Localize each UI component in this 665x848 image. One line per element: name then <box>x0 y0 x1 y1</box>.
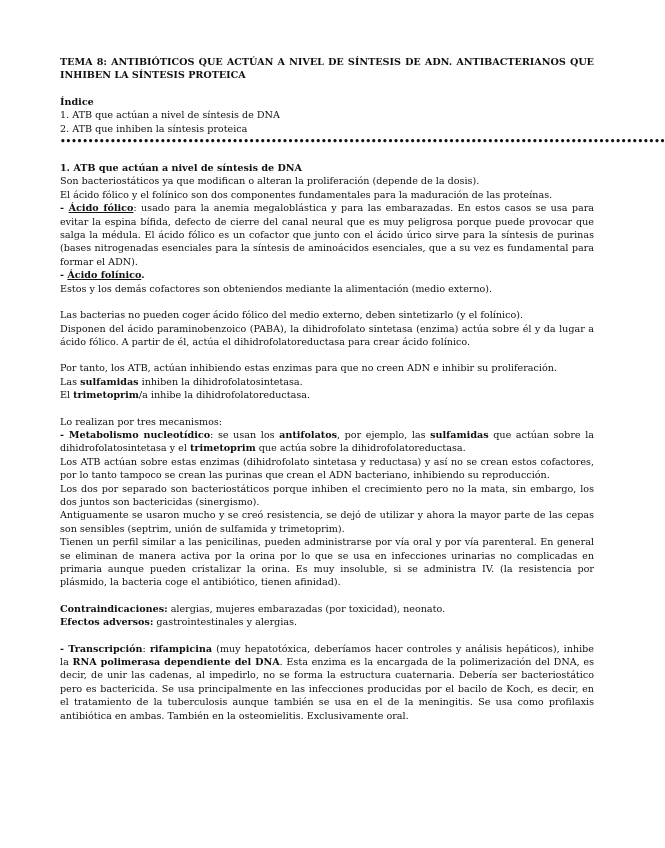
dotted-divider: ••••••••••••••••••••••••••••••••••••••••••••••••••••••••••••••••••••••••••••••••••••••••••••••••••••••••••••• <box>60 137 665 148</box>
paragraph: Antiguamente se usaron mucho y se creó resistencia, se dejó de utilizar y ahora la mayor parte de las cepas son sensibles (septrim, unión de sulfamida y trimetoprim). <box>60 510 594 535</box>
index-item-2: 2. ATB que inhiben la síntesis proteica <box>60 123 248 135</box>
contraindicaciones-line: Contraindicaciones: alergias, mujeres embarazadas (por toxicidad), neonato. <box>60 603 446 615</box>
paragraph: Por tanto, los ATB, actúan inhibiendo estas enzimas para que no creen ADN e inhibir su proliferación. <box>60 363 557 375</box>
document-title: TEMA 8: ANTIBIÓTICOS QUE ACTÚAN A NIVEL DE SÍNTESIS DE ADN. ANTIBACTERIANOS QUE INHIBEN LA SÍNTESIS PROTEICA <box>60 57 594 82</box>
metabolismo-paragraph: - Metabolismo nucleotídico: se usan los antifolatos, por ejemplo, las sulfamidas que actúan sobre la dihidrofolatosintetasa y el trimetoprim que actúa sobre la dihidrofolatoreductasa. <box>60 429 594 455</box>
acido-folinico-paragraph: - Ácido folínico. <box>60 270 145 282</box>
index-item-1: 1. ATB que actúan a nivel de síntesis de DNA <box>60 110 280 122</box>
sulfamidas-line: Las sulfamidas inhiben la dihidrofolatosintetasa. <box>60 376 303 388</box>
document-page <box>60 56 665 723</box>
paragraph: Las bacterias no pueden coger ácido fólico del medio externo, deben sintetizarlo (y el folínico). <box>60 310 524 322</box>
trimetoprim-line: El trimetoprim/a inhibe la dihidrofolatoreductasa. <box>60 390 311 402</box>
efectos-adversos-line: Efectos adversos: gastrointestinales y alergias. <box>60 617 298 629</box>
paragraph: Los dos por separado son bacteriostáticos porque inhiben el crecimiento pero no la mata, sin embargo, los dos juntos son bactericidas (sinergismo). <box>60 483 594 508</box>
paragraph: El ácido fólico y el folínico son dos componentes fundamentales para la maduración de las proteínas. <box>60 189 553 201</box>
transcripcion-paragraph: - Transcripción: rifampicina (muy hepatotóxica, deberíamos hacer controles y análisis hepáticos), inhibe la RNA polimerasa dependiente del DNA. Esta enzima es la encargada de la polimerización del DNA, es decir, de unir las cadenas, al impedirlo, no se forma la estructura cuaternaria. Debería ser bacteriostático pero es bactericida. Se usa principalmente en las infecciones producidas por el bacilo de Koch, es decir, en el tratamiento de la tuberculosis aunque también se usa en el de la meningitis. Se usa como profilaxis antibiótica en ambas. También en la osteomielitis. Exclusivamente oral. <box>60 643 595 722</box>
acido-folico-paragraph: - Ácido fólico: usado para la anemia megaloblástica y para las embarazadas. En estos casos se usa para evitar la espina bífida, defecto de cierre del canal neural que es muy peligrosa porque puede provocar que salga la médula. El ácido fólico es un cofactor que junto con el ácido úrico sirve para la síntesis de purinas (bases nitrogenadas esenciales para la síntesis de aminoácidos esenciales, que a su vez es fundamental para formar el ADN). <box>60 203 594 268</box>
paragraph: Estos y los demás cofactores son obteniendos mediante la alimentación (medio externo). <box>60 283 493 295</box>
paragraph: Lo realizan por tres mecanismos: <box>60 416 223 428</box>
paragraph: Tienen un perfil similar a las penicilinas, pueden administrarse por vía oral y por vía parenteral. En general se eliminan de manera activa por la orina por lo que se usa en infecciones urinarias no complicadas en primaria aunque pueden cristalizar la orina. Es muy insoluble, si se administra IV. (la resistencia por plásmido, la bacteria coge el antibiótico, tienen afinidad). <box>60 537 594 589</box>
paragraph: Los ATB actúan sobre estas enzimas (dihidrofolato sintetasa y reductasa) y así no se crean estos cofactores, por lo tanto tampoco se crean las purinas que crean el ADN bacteriano, inhibiendo su reproducción. <box>60 456 594 482</box>
paragraph: Disponen del ácido paraminobenzoico (PABA), la dihidrofolato sintetasa (enzima) actúa sobre él y da lugar a ácido fólico. A partir de él, actúa el dihidrofolatoreductasa para crear ácido folínico. <box>60 323 594 348</box>
section-1-heading: 1. ATB que actúan a nivel de síntesis de DNA <box>60 163 303 175</box>
index-heading: Índice <box>60 96 94 108</box>
paragraph: Son bacteriostáticos ya que modifican o alteran la proliferación (depende de la dosis). <box>60 176 480 188</box>
